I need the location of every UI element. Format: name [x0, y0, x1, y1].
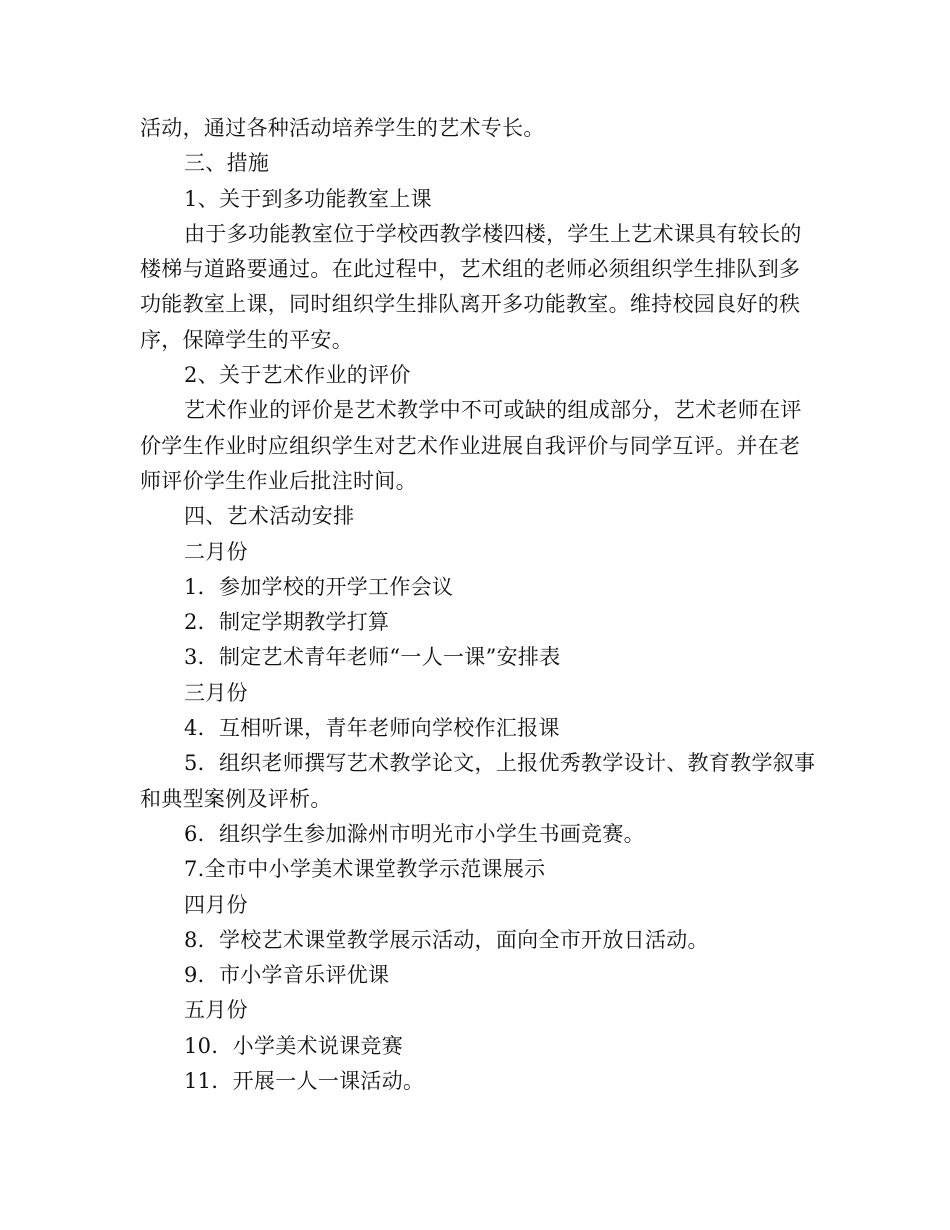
list-item: 3．制定艺术青年老师“一人一课”安排表 — [184, 645, 561, 670]
month-heading-april: 四月份 — [184, 892, 248, 917]
list-item: 4．互相听课，青年老师向学校作汇报课 — [184, 716, 560, 741]
paragraph-multifunction-classroom: 由于多功能教室位于学校西教学楼四楼，学生上艺术课具有较长的楼梯与道路要通过。在此过程中，艺术组的老师必须组织学生排队到多功能教室上课，同时组织学生排队离开多功能教室。维持校园良好的秩序，保障学生的平安。 — [140, 221, 802, 352]
list-item: 8．学校艺术课堂教学展示活动，面向全市开放日活动。 — [184, 927, 709, 952]
section-heading-activity-schedule: 四、艺术活动安排 — [184, 504, 355, 529]
subheading-art-homework-evaluation: 2、关于艺术作业的评价 — [184, 363, 411, 388]
list-item: 9．市小学音乐评优课 — [184, 963, 390, 988]
list-item: 5．组织老师撰写艺术教学论文，上报优秀教学设计、教育教学叙事和典型案例及评析。 — [140, 751, 816, 811]
document-body — [140, 111, 820, 1099]
paragraph-art-homework-evaluation: 艺术作业的评价是艺术教学中不可或缺的组成部分，艺术老师在评价学生作业时应组织学生对艺术作业进展自我评价与同学互评。并在老师评价学生作业后批注时间。 — [140, 398, 802, 493]
list-item: 10．小学美术说课竞赛 — [184, 1033, 404, 1058]
month-heading-february: 二月份 — [184, 539, 248, 564]
subheading-multifunction-classroom: 1、关于到多功能教室上课 — [184, 186, 432, 211]
section-heading-measures: 三、措施 — [184, 151, 270, 176]
paragraph-continuation: 活动，通过各种活动培养学生的艺术专长。 — [140, 116, 545, 140]
list-item: 2．制定学期教学打算 — [184, 610, 390, 635]
list-item: 1．参加学校的开学工作会议 — [184, 574, 454, 599]
month-heading-march: 三月份 — [184, 680, 248, 705]
list-item: 11．开展一人一课活动。 — [184, 1069, 425, 1094]
month-heading-may: 五月份 — [184, 998, 248, 1023]
list-item: 6．组织学生参加滁州市明光市小学生书画竞赛。 — [184, 821, 645, 846]
list-item: 7.全市中小学美术课堂教学示范课展示 — [184, 857, 546, 882]
